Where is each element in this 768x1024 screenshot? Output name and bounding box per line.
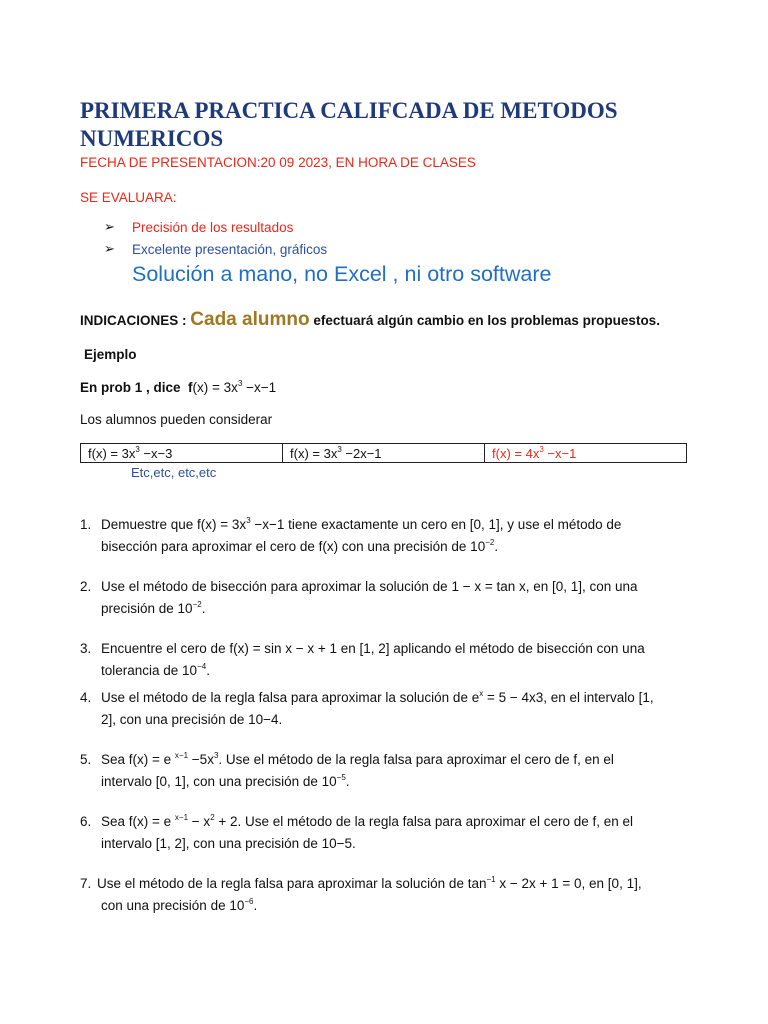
- cell-text: f(x) = 3x: [88, 445, 136, 461]
- problem-text: Sea f(x) = e: [101, 752, 175, 767]
- problem-line: [101, 536, 700, 558]
- problem-4: [80, 687, 700, 731]
- problem-exponent: −2: [485, 538, 495, 547]
- problem-text: Demuestre que f(x) = 3x: [101, 517, 247, 532]
- problem-text: − x: [188, 814, 211, 829]
- problem-text: tolerancia de 10: [101, 663, 198, 678]
- problem-exponent: x: [479, 689, 484, 698]
- problem-number: 5.: [80, 752, 92, 767]
- problem-line: [101, 895, 700, 917]
- problem-5: [80, 749, 700, 793]
- problem-1: [80, 514, 700, 558]
- table-cell: [283, 444, 485, 463]
- problem-text: .: [345, 774, 350, 789]
- presentation-date: FECHA DE PRESENTACION:20 09 2023, EN HORA DE CLASES: [80, 155, 476, 170]
- table-cell: [485, 444, 687, 463]
- instructions-text: efectuará algún cambio en los problemas propuestos.: [313, 313, 660, 328]
- cell-text: −x−3: [139, 445, 173, 461]
- problem-text: con una precisión de 10: [101, 898, 245, 913]
- instructions-highlight: Cada alumno: [190, 309, 310, 330]
- cell-text: −x−1: [543, 445, 577, 461]
- problem-text: Use el método de la regla falsa para aproximar la solución de tan: [97, 876, 487, 891]
- problem-3: [80, 638, 700, 682]
- example-func-name: f: [188, 380, 193, 395]
- problem-exponent: −1: [486, 875, 496, 884]
- problem-6: [80, 811, 700, 855]
- criterion-presentation: Excelente presentación, gráficos: [132, 242, 328, 257]
- problem-line: [97, 873, 700, 895]
- instructions-label: INDICACIONES :: [80, 313, 187, 328]
- problem-line: 2], con una precisión de 10−4.: [101, 712, 283, 727]
- problem-line: [101, 660, 700, 682]
- evaluate-label: SE EVALUARA:: [80, 190, 177, 205]
- example-prob-prefix: En prob 1 , dice: [80, 380, 181, 395]
- problem-exponent: x−1: [174, 751, 189, 760]
- problem-number: 2.: [80, 579, 92, 594]
- problem-text: .: [201, 601, 206, 616]
- problem-exponent: 2: [210, 813, 215, 822]
- handwork-requirement: Solución a mano, no Excel , ni otro software: [132, 262, 552, 286]
- problem-text: −5x: [188, 752, 214, 767]
- problem-exponent: −4: [197, 662, 207, 671]
- problem-text: + 2. Use el método de la regla falsa para aproximar el cero de f, en el: [214, 814, 633, 829]
- criterion-precision: Precisión de los resultados: [132, 220, 294, 235]
- problem-line: Encuentre el cero de f(x) = sin x − x + 1 en [1, 2] aplicando el método de bisección con una: [101, 641, 645, 656]
- arrow-bullet-icon: ➢: [104, 241, 115, 256]
- problem-number: 7.: [80, 876, 92, 891]
- cell-text: f(x) = 4x: [492, 445, 540, 461]
- problem-text: x − 2x + 1 = 0, en [0, 1],: [495, 876, 642, 891]
- problem-number: 6.: [80, 814, 92, 829]
- cell-exponent: 3: [135, 444, 140, 454]
- problem-exponent: x−1: [174, 813, 189, 822]
- etc-note: Etc,etc, etc,etc: [131, 465, 217, 480]
- problem-exponent: −6: [244, 897, 254, 906]
- problem-text: bisección para aproximar el cero de f(x) con una precisión de 10: [101, 539, 486, 554]
- problem-text: precisión de 10: [101, 601, 193, 616]
- students-consider-line: Los alumnos pueden considerar: [80, 412, 273, 427]
- problem-text: Sea f(x) = e: [101, 814, 175, 829]
- problem-line: [101, 811, 700, 833]
- example-options-table: [80, 443, 687, 463]
- problem-2: [80, 576, 700, 620]
- problem-line: intervalo [1, 2], con una precisión de 10−5.: [101, 836, 356, 851]
- problem-line: [101, 749, 700, 771]
- problem-text: = 5 − 4x3, en el intervalo [1,: [483, 690, 654, 705]
- problem-line: Use el método de bisección para aproximar la solución de 1 − x = tan x, en [0, 1], con una: [101, 579, 638, 594]
- problem-line: [101, 687, 700, 709]
- table-row: [81, 444, 687, 463]
- problem-text: . Use el método de la regla falsa para aproximar el cero de f, en el: [218, 752, 614, 767]
- example-heading: Ejemplo: [84, 347, 137, 362]
- problem-number: 3.: [80, 641, 92, 656]
- cell-text: f(x) = 3x: [290, 445, 338, 461]
- problem-7: [80, 873, 700, 917]
- example-problem-line: [80, 380, 276, 395]
- problem-text: Use el método de la regla falsa para aproximar la solución de e: [101, 690, 480, 705]
- example-func-body: (x) = 3x: [192, 380, 238, 395]
- example-func-tail: −x−1: [242, 380, 277, 395]
- problem-text: intervalo [0, 1], con una precisión de 10: [101, 774, 337, 789]
- problem-line: [101, 771, 700, 793]
- problem-line: [101, 514, 700, 536]
- problem-text: .: [494, 539, 499, 554]
- problem-number: 1.: [80, 517, 92, 532]
- document-title: PRIMERA PRACTICA CALIFCADA DE METODOS NUMERICOS: [80, 98, 618, 151]
- problem-exponent: 3: [246, 516, 251, 525]
- problem-text: .: [206, 663, 210, 678]
- problem-text: .: [253, 898, 258, 913]
- instructions-line: [80, 309, 660, 331]
- problem-number: 4.: [80, 690, 92, 705]
- problem-exponent: −5: [336, 773, 346, 782]
- cell-exponent: 3: [337, 444, 342, 454]
- arrow-bullet-icon: ➢: [104, 219, 115, 234]
- problem-line: [101, 598, 700, 620]
- cell-text: −2x−1: [341, 445, 382, 461]
- problem-exponent: 3: [213, 751, 219, 760]
- problem-text: −x−1 tiene exactamente un cero en [0, 1], y use el método de: [250, 517, 622, 532]
- problem-exponent: −2: [192, 600, 202, 609]
- table-cell: [81, 444, 283, 463]
- example-func-exponent: 3: [237, 379, 243, 388]
- cell-exponent: 3: [539, 444, 544, 454]
